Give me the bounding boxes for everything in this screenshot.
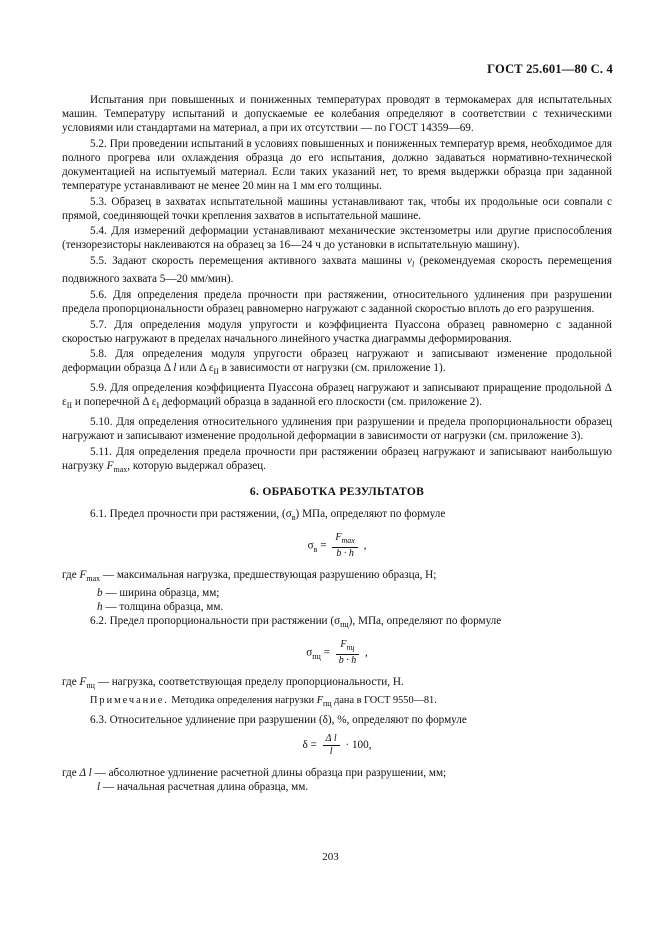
paragraph-6-1: 6.1. Предел прочности при растяжении, $(\sigma_в)$ МПа, определяют по формуле <box>90 508 446 523</box>
formula-proportional-limit: $\sigma_{пц}$ = $\frac{F_{пц}}{b \cdot h}$ , <box>306 638 368 666</box>
legend-6-1: где $F_{max}$ — максимальная нагрузка, предшествующая разрушению образца, Н; b — ширина образца, мм; h — толщина образца, мм. <box>62 568 437 614</box>
paragraph-5-7: 5.7. Для определения модуля упругости и коэффициента Пуассона образец равномерно с заданной скоростью нагружают в пределах начального линейного участка диаграммы деформирования. <box>62 318 612 345</box>
page-header: ГОСТ 25.601—80 С. 4 <box>487 62 613 76</box>
paragraph-5-5: 5.5. Задают скорость перемещения активного захвата машины $v_l$ (рекомендуемая скорость перемещения подвижного захвата 5—20 мм/мин). <box>62 255 613 286</box>
paragraph-5-10: 5.10. Для определения относительного удлинения при разрушении и предела пропорциональности образец нагружают и записывают изменение продольной деформации в зависимости от нагрузки (см. приложение 3). <box>62 416 612 443</box>
note: Примечание. Методика определения нагрузки $F_{пц}$ дана в ГОСТ 9550—81. <box>90 694 437 708</box>
paragraph-6-3: 6.3. Относительное удлинение при разрушении (δ), %, определяют по формуле <box>90 714 467 727</box>
paragraph-intro: Испытания при повышенных и пониженных температурах проводят в термокамерах для испытательных машин. Температуру испытаний и допускаемые ее колебания определяют в соответствии с техническими условиями или стандартами на материал, а при их отсутствии — по ГОСТ 14359—69. <box>62 94 612 135</box>
paragraph-5-8: 5.8. Для определения модуля упругости образец нагружают и записывают изменение продольной деформации образца Δ l или Δ $\varepsilon_{II}$ в зависимости от нагрузки (см. приложение 1). <box>62 348 612 377</box>
paragraph-5-3: 5.3. Образец в захватах испытательной машины устанавливают так, чтобы их продольные оси совпали с прямой, соединяющей точки крепления захватов в испытательной машине. <box>62 195 612 222</box>
fraction: $\frac{F_{max}}{b \cdot h}$ <box>332 532 357 560</box>
paragraph-5-9: 5.9. Для определения коэффициента Пуассона образец нагружают и записывают приращение продольной Δ $\varepsilon_{II}$ и поперечной Δ $\varepsilon_I$ деформаций образца в заданной его плоскости (см. приложение 2). <box>62 382 612 411</box>
section-heading: 6. ОБРАБОТКА РЕЗУЛЬТАТОВ <box>249 486 425 499</box>
paragraph-5-11: 5.11. Для определения предела прочности при растяжении образец нагружают и записывают наибольшую нагрузку $F_{max}$, которую выдержал образец. <box>62 445 612 475</box>
fraction: $\frac{F_{пц}}{b \cdot h}$ <box>336 639 360 667</box>
legend-6-3: где Δ l — абсолютное удлинение расчетной длины образца при разрушении, мм; l — начальная расчетная длина образца, мм. <box>62 767 447 794</box>
page-number: 203 <box>322 851 339 863</box>
formula-tensile-strength: $\sigma_в$ = $\frac{F_{max}}{b \cdot h}$ , <box>307 531 367 559</box>
formula-elongation: δ = $\frac{\text{Δ l}}{l}$ · 100, <box>302 733 372 758</box>
paragraph-6-2: 6.2. Предел пропорциональности при растяжении $(\sigma_{пц})$, МПа, определяют по формуле <box>90 615 502 630</box>
paragraph-5-4: 5.4. Для измерений деформации устанавливают механические экстензометры или другие приспособления (тензорезисторы наклеиваются на образец за 16—24 ч до установки в испытательную машину). <box>62 225 612 252</box>
legend-6-2: где $F_{пц}$ — нагрузка, соответствующая пределу пропорциональности, Н. <box>62 675 404 690</box>
paragraph-5-2: 5.2. При проведении испытаний в условиях повышенных и пониженных температур время, необходимое для полного прогрева или охлаждения образца до его испытания, должно задаваться нормативно-технической документацией на испытуемый материал. Если таких указаний нет, то время выдержки образца при заданной температуре устанавливают не менее 20 мин на 1 мм его толщины. <box>62 137 612 193</box>
fraction: $\frac{\text{Δ l}}{l}$ <box>323 733 340 758</box>
document-body <box>62 93 612 794</box>
paragraph-5-6: 5.6. Для определения предела прочности при растяжении, относительного удлинения при разрушении предела пропорциональности образец равномерно нагружают с заданной скоростью вплоть до его разрушения. <box>62 288 612 316</box>
